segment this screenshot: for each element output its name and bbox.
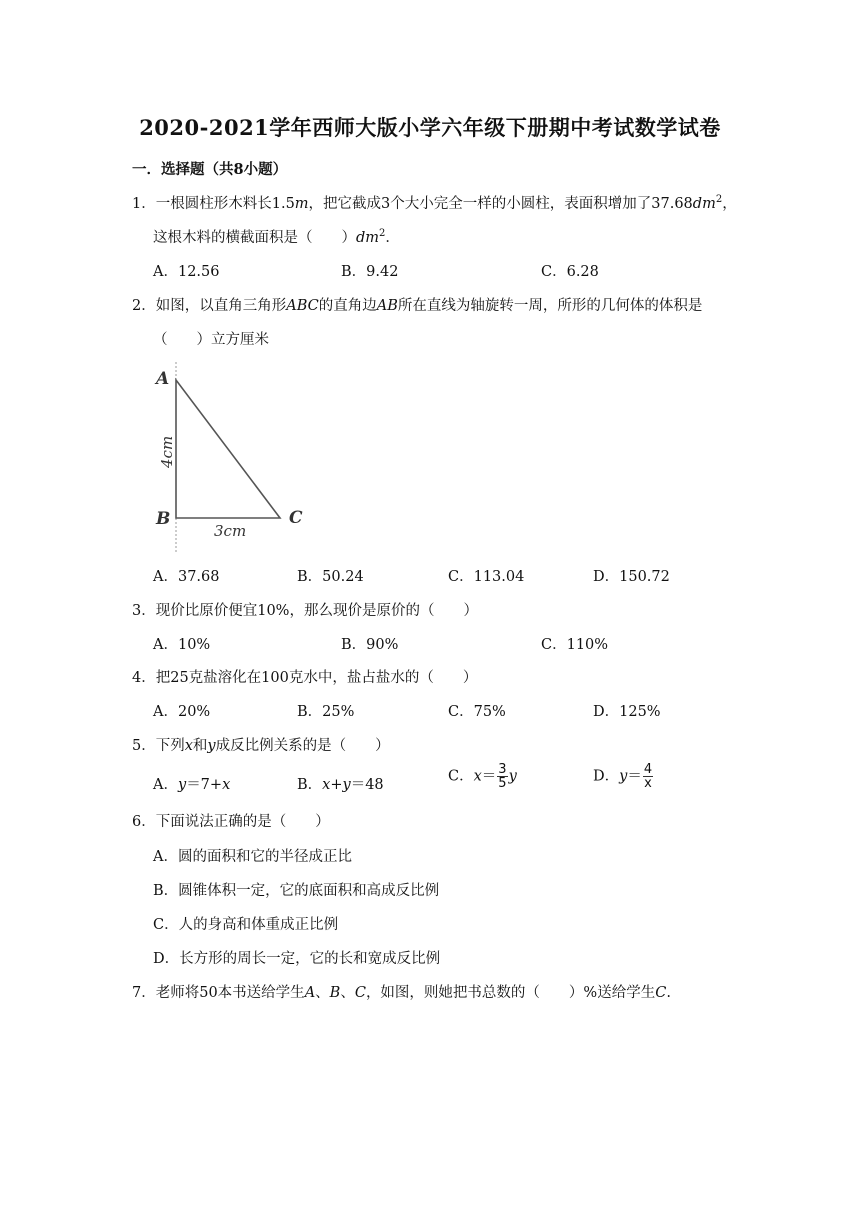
- section-heading: 一．选择题（共8小题）: [132, 161, 288, 178]
- q1-option-b[interactable]: B．9.42: [341, 264, 399, 280]
- page-title: 2020-2021学年西师大版小学六年级下册期中考试数学试卷: [139, 115, 721, 140]
- q5-option-b[interactable]: B．x+y＝48: [297, 777, 384, 793]
- q4-option-d[interactable]: D．125%: [593, 704, 661, 720]
- q5-option-d[interactable]: D．y＝ $\frac{4}{x}$: [593, 762, 653, 791]
- q6-option-c[interactable]: C．人的身高和体重成正比例: [153, 917, 339, 933]
- q4-option-a[interactable]: A．20%: [153, 704, 211, 720]
- question-number: 2．: [132, 298, 156, 314]
- fraction: $\frac{4}{x}$: [643, 762, 653, 791]
- q4-option-b[interactable]: B．25%: [297, 704, 355, 720]
- q2-option-a[interactable]: A．37.68: [153, 569, 220, 585]
- q5-option-c[interactable]: C．x＝ $\frac{3}{5}$ y: [448, 762, 517, 791]
- q2-option-b[interactable]: B．50.24: [297, 569, 364, 585]
- side-ab-length: 4cm: [158, 435, 176, 468]
- q1-option-a[interactable]: A．12.56: [153, 264, 220, 280]
- question-7-text: 7．老师将50本书送给学生A、B、C，如图，则她把书总数的（ ）%送给学生C.: [132, 985, 671, 1001]
- vertex-c-label: C: [289, 508, 303, 528]
- vertex-b-label: B: [156, 509, 171, 529]
- q6-option-b[interactable]: B．圆锥体积一定，它的底面积和高成反比例: [153, 883, 440, 899]
- q5-option-a[interactable]: A．y＝7+x: [153, 777, 231, 793]
- question-6-text: 6．下面说法正确的是（ ）: [132, 814, 330, 830]
- q1-option-c[interactable]: C．6.28: [541, 264, 599, 280]
- vertex-a-label: A: [156, 369, 170, 389]
- question-4-text: 4．把25克盐溶化在100克水中，盐占盐水的（ ）: [132, 670, 478, 686]
- triangle-abc: [176, 380, 280, 518]
- question-1-line-1: 1．一根圆柱形木料长1.5m，把它截成3个大小完全一样的小圆柱，表面积增加了$37.68dm^2$，: [132, 194, 737, 212]
- question-number: 1．: [132, 196, 156, 212]
- question-2-line-2: （ ）立方厘米: [153, 332, 269, 348]
- side-bc-length: 3cm: [214, 522, 247, 540]
- question-3-text: 3．现价比原价便宜10%，那么现价是原价的（ ）: [132, 603, 478, 619]
- question-1-line-2: 这根木料的横截面积是（ ）$dm^2$．: [153, 228, 400, 246]
- q2-option-c[interactable]: C．113.04: [448, 569, 525, 585]
- fraction: $\frac{3}{5}$: [498, 762, 507, 791]
- right-triangle-figure: [148, 362, 318, 557]
- q4-option-c[interactable]: C．75%: [448, 704, 506, 720]
- question-5-text: 5．下列x和y成反比例关系的是（ ）: [132, 738, 390, 754]
- q2-option-d[interactable]: D．150.72: [593, 569, 670, 585]
- q6-option-a[interactable]: A．圆的面积和它的半径成正比: [153, 849, 352, 865]
- q6-option-d[interactable]: D．长方形的周长一定，它的长和宽成反比例: [153, 951, 441, 967]
- q3-option-b[interactable]: B．90%: [341, 637, 399, 653]
- q3-option-c[interactable]: C．110%: [541, 637, 609, 653]
- question-number: 5．: [132, 738, 156, 754]
- question-2-line-1: 2．如图，以直角三角形ABC的直角边AB所在直线为轴旋转一周，所形的几何体的体积是: [132, 298, 703, 314]
- q3-option-a[interactable]: A．10%: [153, 637, 211, 653]
